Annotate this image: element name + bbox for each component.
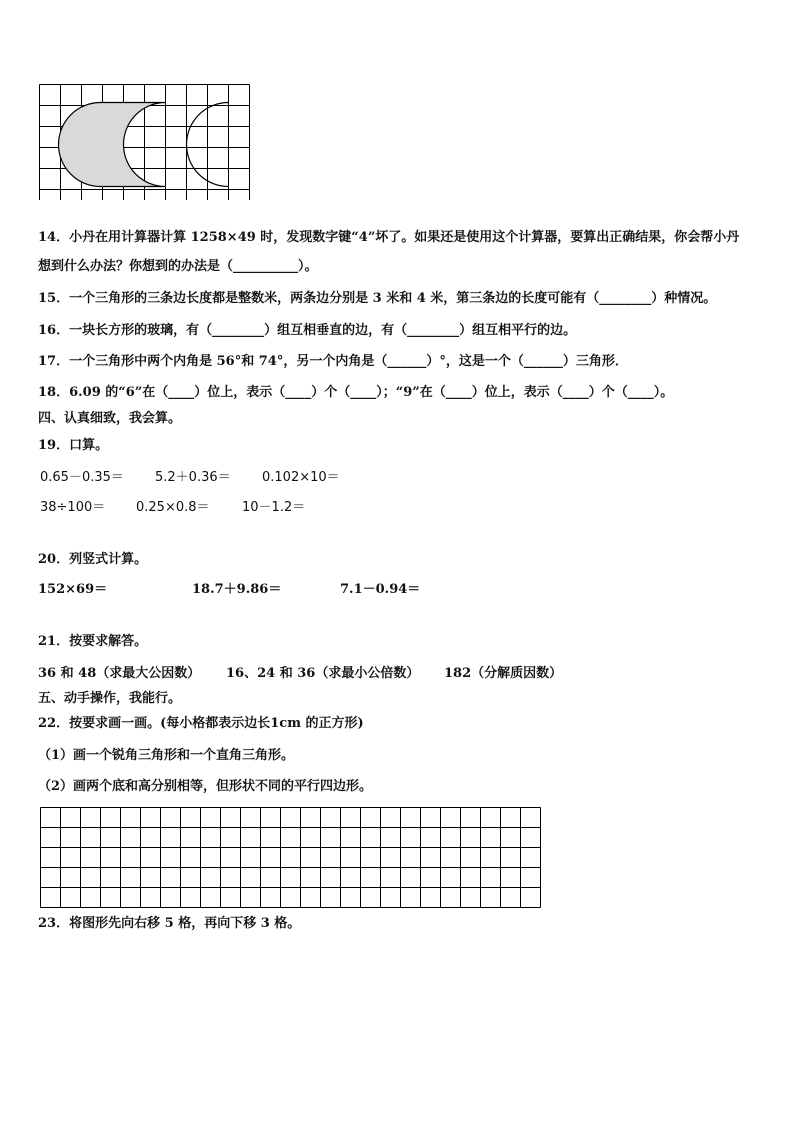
- q18-text: 18．6.09 的“6”在（____）位上，表示（____）个（____）；“9”在（____）位上，表示（____）个（____）。: [38, 385, 674, 400]
- q22-sub2: （2）画两个底和高分别相等，但形状不同的平行四边形。: [38, 779, 373, 794]
- q14-line2: 想到什么办法？你想到的办法是（__________）。: [38, 259, 318, 274]
- q19-item: 0.102×10＝: [262, 470, 340, 485]
- q21-item: 16、24 和 36（求最小公倍数）: [226, 666, 420, 681]
- q22-title: 22．按要求画一画。(每小格都表示边长1cm 的正方形): [38, 716, 364, 731]
- q19-title: 19．口算。: [38, 438, 109, 453]
- shape-grid-figure: [35, 80, 265, 200]
- q15-text: 15．一个三角形的三条边长度都是整数米，两条边分别是 3 米和 4 米，第三条边的长度可能有（________）种情况。: [38, 291, 717, 306]
- q21-title: 21．按要求解答。: [38, 634, 148, 649]
- q19-item: 0.25×0.8＝: [136, 500, 210, 515]
- q16-text: 16．一块长方形的玻璃，有（________）组互相垂直的边，有（________）组互相平行的边。: [38, 323, 577, 338]
- q20-item: 18.7＋9.86＝: [192, 582, 282, 597]
- q23-text: 23．将图形先向右移 5 格，再向下移 3 格。: [38, 916, 301, 931]
- drawing-grid-lines: [41, 808, 541, 908]
- q19-item: 10－1.2＝: [242, 500, 306, 515]
- q21-item: 36 和 48（求最大公因数）: [38, 666, 201, 681]
- q21-item: 182（分解质因数）: [444, 666, 563, 681]
- q19-item: 5.2＋0.36＝: [155, 470, 231, 485]
- q17-text: 17．一个三角形中两个内角是 56°和 74°，另一个内角是（______）°，这是一个（______）三角形．: [38, 354, 628, 369]
- q19-item: 0.65－0.35＝: [40, 470, 124, 485]
- drawing-grid: [38, 804, 542, 908]
- q20-title: 20．列竖式计算。: [38, 552, 148, 567]
- q22-sub1: （1）画一个锐角三角形和一个直角三角形。: [38, 748, 295, 763]
- q19-item: 38÷100＝: [40, 500, 106, 515]
- q20-item: 152×69＝: [38, 582, 108, 597]
- section5-heading: 五、动手操作，我能行。: [38, 691, 182, 706]
- shaded-shape: [59, 103, 166, 187]
- section4-heading: 四、认真细致，我会算。: [38, 411, 182, 426]
- q14-line1: 14．小丹在用计算器计算 1258×49 时，发现数字键“4”坏了。如果还是使用这个计算器，要算出正确结果，你会帮小丹: [38, 230, 740, 245]
- q20-item: 7.1－0.94＝: [340, 582, 421, 597]
